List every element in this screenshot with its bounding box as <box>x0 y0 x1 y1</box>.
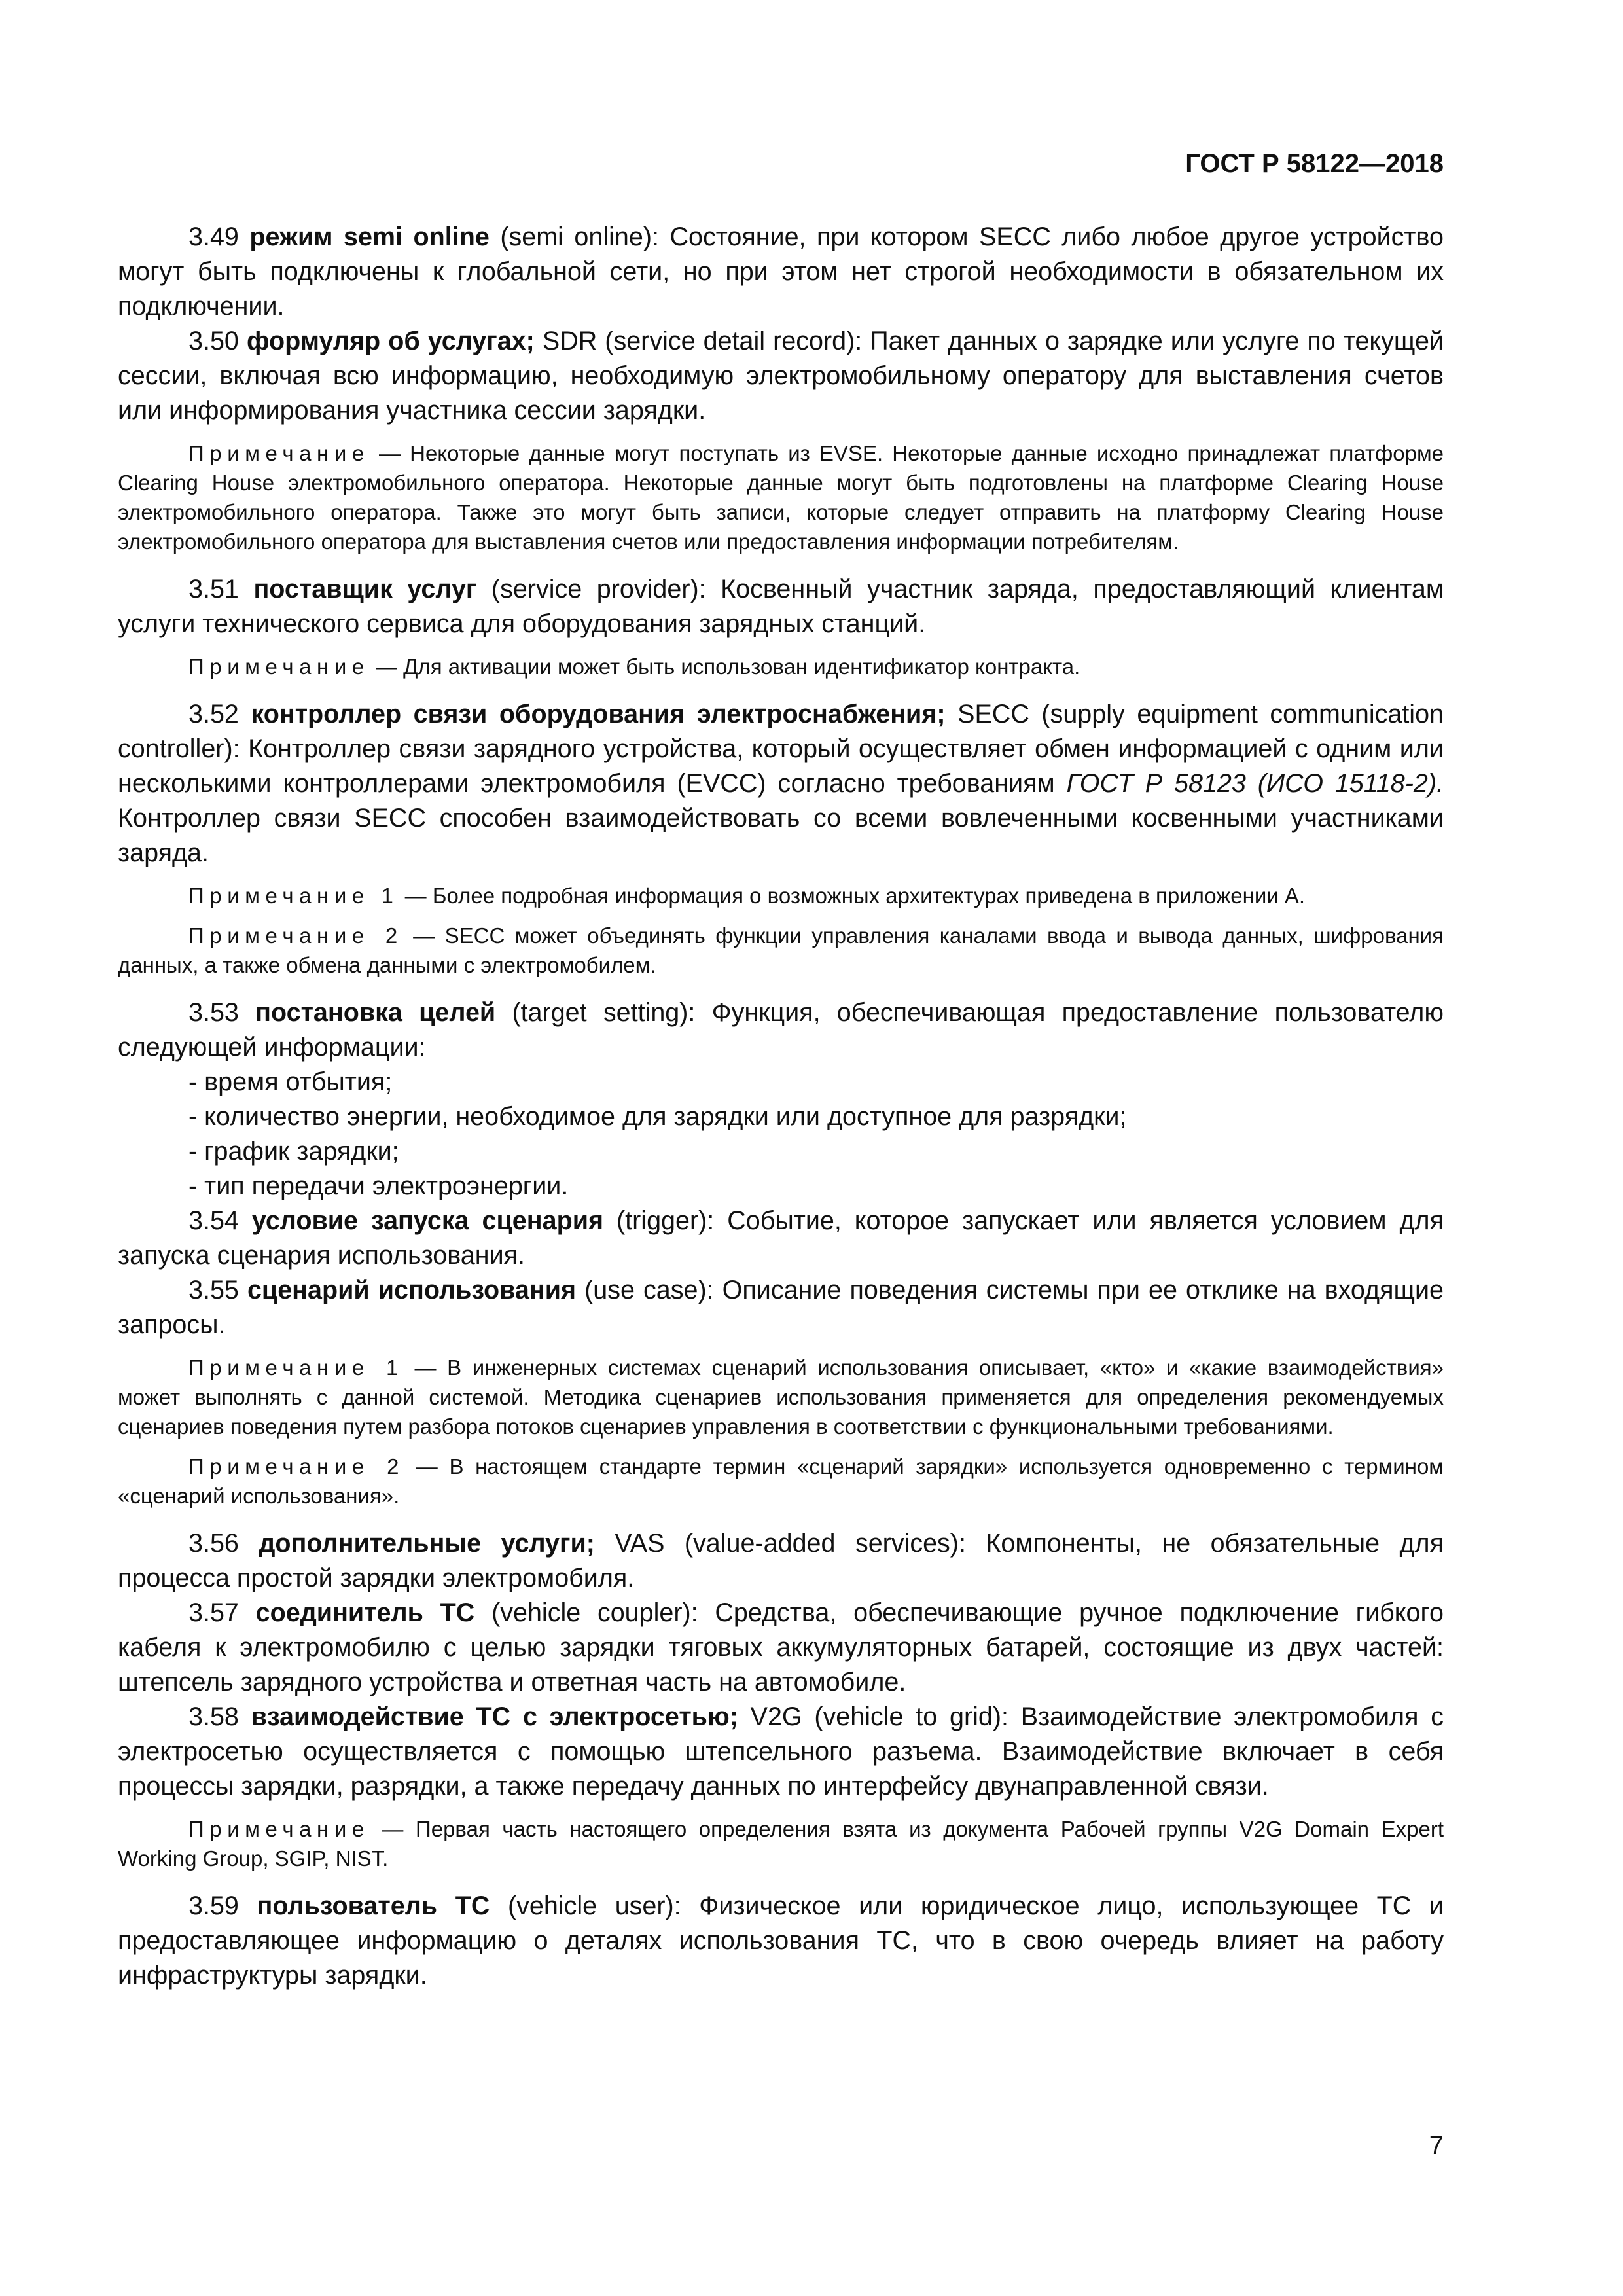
term-title: режим semi online <box>249 223 490 251</box>
term-definition: (target setting): Функция, обеспечивающая предоставление пользователю следующей информации: <box>118 998 1444 1062</box>
info-list <box>118 1065 1444 1204</box>
term-number: 3.49 <box>188 223 239 251</box>
term-title: сценарий использования <box>247 1276 577 1304</box>
document-id: ГОСТ Р 58122—2018 <box>1185 149 1444 178</box>
note-label: Примечание 1 <box>188 1355 404 1380</box>
standard-reference: ГОСТ Р 58123 (ИСО 15118-2). <box>1066 769 1444 798</box>
list-item: - график зарядки; <box>188 1137 399 1166</box>
term-number: 3.51 <box>188 575 239 603</box>
term-title: постановка целей <box>255 998 496 1027</box>
term-3-52 <box>118 697 1444 870</box>
note-3-52-2 <box>118 921 1444 980</box>
note-text: — Некоторые данные могут поступать из EVSE. Некоторые данные исходно принадлежат платформе Clearing House электромобильного оператора. Некоторые данные могут быть подготовлены на платформе Clearing House электромобильного оператора. Также это могут быть записи, которые следует отправить на платформу Clearing House электромобильного оператора для выставления счетов или предоставления информации потребителям. <box>118 441 1444 554</box>
document-body <box>118 220 1444 1993</box>
term-definition: (vehicle coupler): Средства, обеспечивающие ручное подключение гибкого кабеля к электромобилю с целью зарядки тяговых аккумуляторных батарей, состоящие из двух частей: штепсель зарядного устройства и ответная часть на автомобиле. <box>118 1598 1444 1696</box>
note-text: — Более подробная информация о возможных архитектурах приведена в приложении А. <box>399 884 1306 908</box>
note-label: Примечание <box>188 1817 370 1841</box>
term-title: условие запуска сценария <box>251 1206 604 1235</box>
term-definition-cont: Контроллер связи SECC способен взаимодействовать со всеми вовлеченными косвенными участниками заряда. <box>118 804 1444 867</box>
term-number: 3.59 <box>188 1892 239 1920</box>
term-number: 3.57 <box>188 1598 239 1627</box>
term-3-55 <box>118 1273 1444 1342</box>
term-number: 3.52 <box>188 700 239 728</box>
term-title: пользователь ТС <box>257 1892 490 1920</box>
page-number: 7 <box>1429 2131 1444 2160</box>
note-3-51 <box>118 652 1444 681</box>
note-label: Примечание 1 <box>188 884 399 908</box>
term-number: 3.58 <box>188 1702 239 1731</box>
note-text: — В настоящем стандарте термин «сценарий зарядки» используется одновременно с термином «сценарий использования». <box>118 1454 1444 1508</box>
term-definition: (vehicle user): Физическое или юридическое лицо, использующее ТС и предоставляющее информацию о деталях использования ТС, что в свою очередь влияет на работу инфраструктуры зарядки. <box>118 1892 1444 1990</box>
term-number: 3.55 <box>188 1276 239 1304</box>
note-label: Примечание <box>188 441 370 465</box>
term-3-57 <box>118 1596 1444 1700</box>
note-3-55-1 <box>118 1353 1444 1441</box>
list-item: - количество энергии, необходимое для зарядки или доступное для разрядки; <box>188 1102 1127 1131</box>
note-text: — Первая часть настоящего определения взята из документа Рабочей группы V2G Domain Expert Working Group, SGIP, NIST. <box>118 1817 1444 1871</box>
term-definition: (service provider): Косвенный участник заряда, предоставляющий клиентам услуги технического сервиса для оборудования зарядных станций. <box>118 575 1444 638</box>
term-3-53 <box>118 996 1444 1065</box>
term-3-50 <box>118 324 1444 428</box>
term-title: поставщик услуг <box>253 575 477 603</box>
note-label: Примечание <box>188 655 370 679</box>
note-3-52-1 <box>118 881 1444 910</box>
note-3-50 <box>118 439 1444 556</box>
term-definition: (use case): Описание поведения системы при ее отклике на входящие запросы. <box>118 1276 1444 1339</box>
note-3-55-2 <box>118 1452 1444 1511</box>
term-title: формуляр об услугах; <box>246 327 535 355</box>
term-3-49 <box>118 220 1444 324</box>
list-item: - тип передачи электроэнергии. <box>188 1172 569 1200</box>
term-number: 3.56 <box>188 1529 239 1558</box>
note-text: — В инженерных системах сценарий использования описывает, «кто» и «какие взаимодействия» может выполнять с данной системой. Методика сценариев использования применяется для определения рекомендуемых сценариев поведения путем разбора потоков сценариев управления в соответствии с функциональными требованиями. <box>118 1355 1444 1439</box>
term-number: 3.53 <box>188 998 239 1027</box>
term-definition: SDR (service detail record): Пакет данных о зарядке или услуге по текущей сессии, включая всю информацию, необходимую электромобильному оператору для выставления счетов или информирования участника сессии зарядки. <box>118 327 1444 425</box>
term-definition: SECC (supply equipment communication controller): Контроллер связи зарядного устройства, который осуществляет обмен информацией с одним или несколькими контроллерами электромобиля (EVCC) согласно требованиям <box>118 700 1444 798</box>
document-page <box>118 0 1444 2296</box>
term-definition: V2G (vehicle to grid): Взаимодействие электромобиля с электросетью осуществляется с помощью штепсельного разъема. Взаимодействие включает в себя процессы зарядки, разрядки, а также передачу данных по интерфейсу двунаправленной связи. <box>118 1702 1444 1801</box>
term-title: соединитель ТС <box>255 1598 475 1627</box>
term-definition: VAS (value-added services): Компоненты, не обязательные для процесса простой зарядки электромобиля. <box>118 1529 1444 1592</box>
term-3-59 <box>118 1889 1444 1993</box>
note-label: Примечание 2 <box>188 924 403 948</box>
term-title: взаимодействие ТС с электросетью; <box>251 1702 738 1731</box>
term-3-58 <box>118 1700 1444 1804</box>
term-number: 3.50 <box>188 327 239 355</box>
term-title: дополнительные услуги; <box>259 1529 595 1558</box>
note-label: Примечание 2 <box>188 1454 405 1479</box>
term-3-56 <box>118 1526 1444 1596</box>
list-item: - время отбытия; <box>188 1067 393 1096</box>
term-definition: (trigger): Событие, которое запускает или является условием для запуска сценария использования. <box>118 1206 1444 1270</box>
note-text: — SECC может объединять функции управления каналами ввода и вывода данных, шифрования данных, а также обмена данными с электромобилем. <box>118 924 1444 977</box>
term-3-54 <box>118 1204 1444 1273</box>
term-number: 3.54 <box>188 1206 239 1235</box>
term-3-51 <box>118 572 1444 641</box>
note-text: — Для активации может быть использован идентификатор контракта. <box>369 655 1080 679</box>
note-3-58 <box>118 1814 1444 1873</box>
term-title: контроллер связи оборудования электроснабжения; <box>251 700 946 728</box>
term-definition: (semi online): Состояние, при котором SECC либо любое другое устройство могут быть подключены к глобальной сети, но при этом нет строгой необходимости в обязательном их подключении. <box>118 223 1444 321</box>
